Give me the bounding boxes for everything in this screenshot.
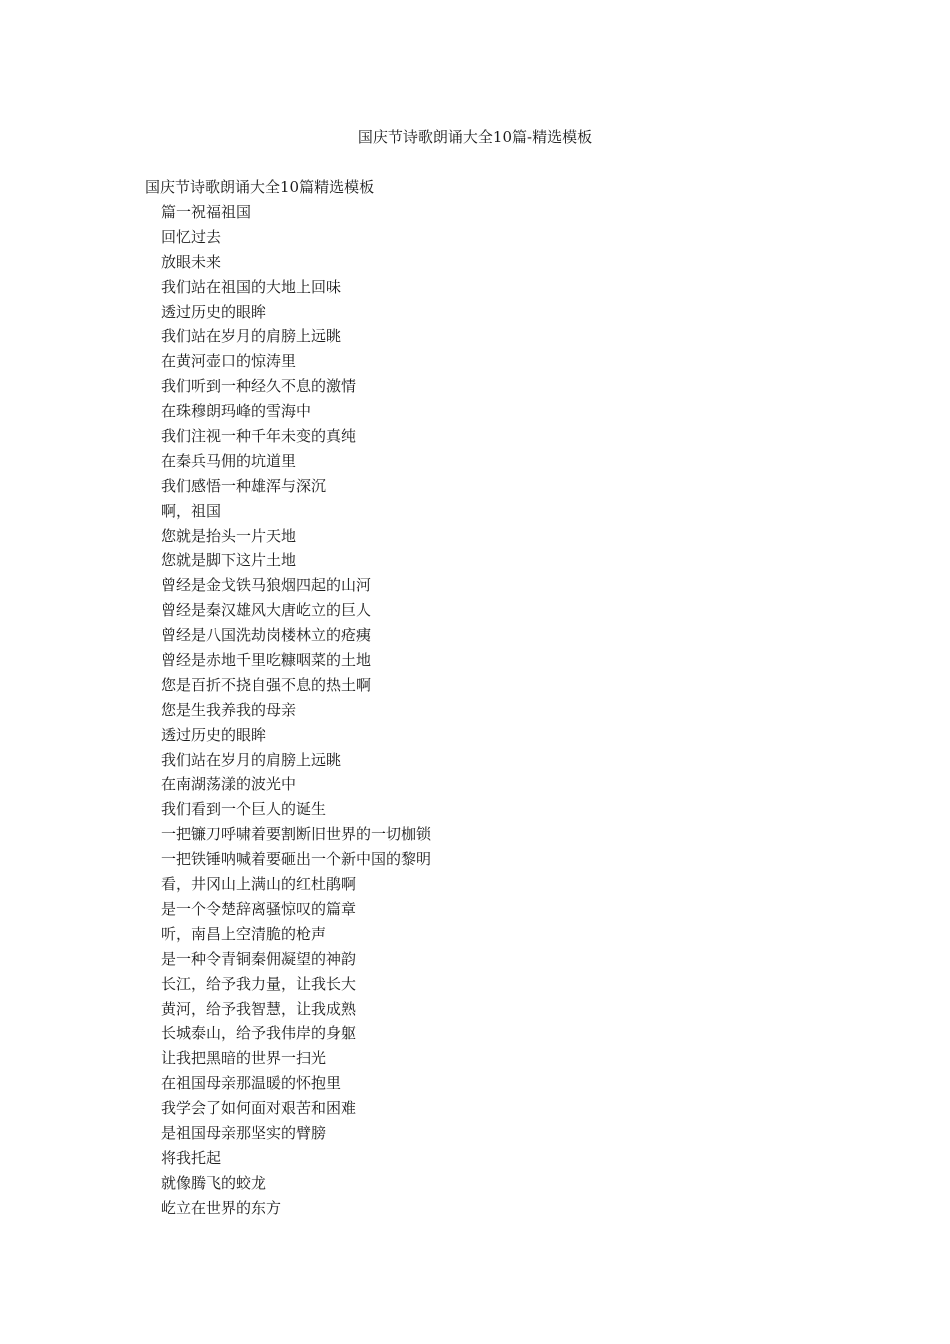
- poem-line: 就像腾飞的蛟龙: [161, 1173, 267, 1192]
- poem-line: 是一种令青铜秦佣凝望的神韵: [161, 949, 357, 968]
- poem-line: 您是生我养我的母亲: [161, 700, 297, 719]
- poem-line: 我们站在岁月的肩膀上远眺: [161, 327, 342, 346]
- poem-line: 长江，给予我力量，让我长大: [161, 974, 357, 993]
- poem-line: 曾经是金戈铁马狼烟四起的山河: [161, 576, 372, 595]
- poem-line: 曾经是八国洗劫岗楼林立的疮痍: [161, 626, 372, 645]
- poem-line: 一把铁锤呐喊着要砸出一个新中国的黎明: [161, 850, 432, 869]
- poem-line: 听，南昌上空清脆的枪声: [161, 924, 327, 943]
- poem-line: 您就是抬头一片天地: [161, 526, 297, 545]
- poem-line: 在秦兵马佣的坑道里: [161, 451, 297, 470]
- poem-line: 啊，祖国: [161, 501, 222, 520]
- poem-line: 我们听到一种经久不息的激情: [161, 377, 357, 396]
- poem-line: 透过历史的眼眸: [161, 725, 267, 744]
- poem-line: 我们感悟一种雄浑与深沉: [161, 476, 327, 495]
- poem-line: 透过历史的眼眸: [161, 302, 267, 321]
- document-heading: 国庆节诗歌朗诵大全10篇精选模板: [145, 178, 375, 196]
- poem-line: 在黄河壶口的惊涛里: [161, 352, 297, 371]
- poem-line: 让我把黑暗的世界一扫光: [161, 1049, 327, 1068]
- poem-line: 篇一祝福祖国: [161, 203, 252, 221]
- poem-line: 放眼未来: [161, 252, 222, 271]
- poem-line: 是祖国母亲那坚实的臂膀: [161, 1123, 327, 1142]
- poem-line: 我们站在岁月的肩膀上远眺: [161, 750, 342, 769]
- poem-line: 我学会了如何面对艰苦和困难: [161, 1099, 357, 1118]
- poem-line: 将我托起: [161, 1148, 222, 1167]
- poem-line: 我们站在祖国的大地上回味: [161, 277, 342, 296]
- poem-line: 回忆过去: [161, 227, 222, 246]
- poem-line: 是一个令楚辞离骚惊叹的篇章: [161, 899, 357, 918]
- poem-line: 您是百折不挠自强不息的热土啊: [161, 675, 372, 694]
- poem-line: 一把镰刀呼啸着要割断旧世界的一切枷锁: [161, 825, 432, 844]
- poem-line: 黄河，给予我智慧，让我成熟: [161, 999, 357, 1018]
- document-title: 国庆节诗歌朗诵大全10篇-精选模板: [357, 128, 593, 146]
- poem-line: 在珠穆朗玛峰的雪海中: [161, 402, 312, 421]
- poem-line: 长城泰山，给予我伟岸的身躯: [161, 1024, 357, 1043]
- poem-line: 屹立在世界的东方: [161, 1198, 282, 1217]
- poem-line: 您就是脚下这片土地: [161, 551, 297, 570]
- poem-lines: [161, 200, 431, 1221]
- poem-line: 曾经是秦汉雄风大唐屹立的巨人: [161, 601, 372, 620]
- poem-line: 曾经是赤地千里吃糠咽菜的土地: [161, 651, 372, 670]
- poem-line: 在南湖荡漾的波光中: [161, 775, 297, 794]
- poem-line: 我们看到一个巨人的诞生: [161, 800, 327, 819]
- poem-line: 我们注视一种千年未变的真纯: [161, 427, 357, 446]
- poem-line: 在祖国母亲那温暖的怀抱里: [161, 1074, 342, 1093]
- poem-line: 看，井冈山上满山的红杜鹃啊: [161, 875, 357, 894]
